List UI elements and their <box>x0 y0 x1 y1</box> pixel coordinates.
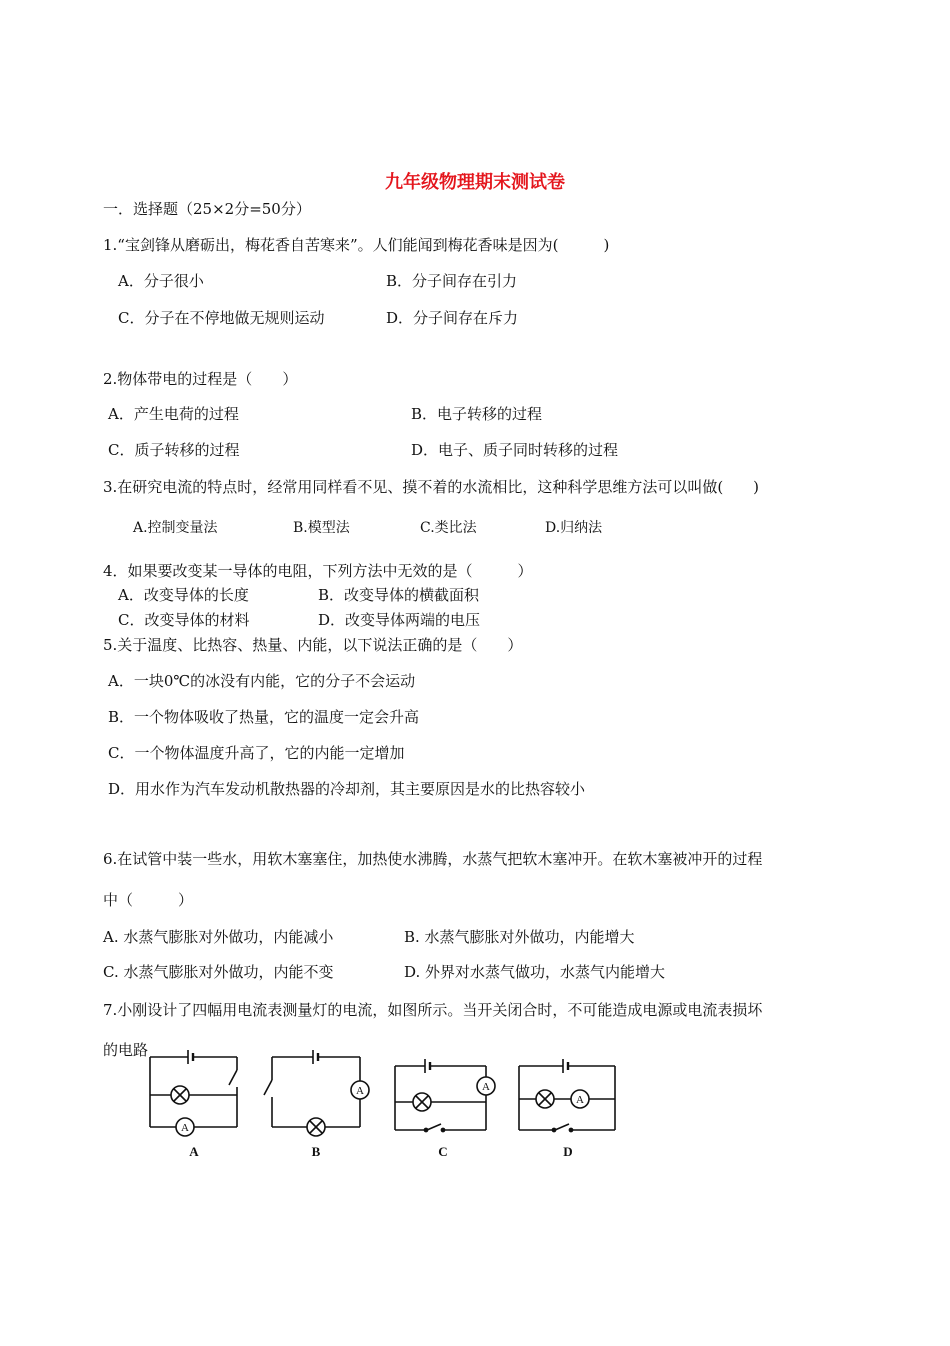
question-2-option-a: A．产生电荷的过程 <box>108 405 239 423</box>
question-6-stem-line-1: 6.在试管中装一些水，用软木塞塞住，加热使水沸腾，水蒸气把软木塞冲开。在软木塞被冲开的过程 <box>103 850 763 868</box>
question-2-option-c: C．质子转移的过程 <box>108 441 240 459</box>
question-5-option-d: D．用水作为汽车发动机散热器的冷却剂，其主要原因是水的比热容较小 <box>108 780 586 798</box>
question-5-option-a: A．一块0℃的冰没有内能，它的分子不会运动 <box>108 672 416 690</box>
question-4-option-c: C．改变导体的材料 <box>118 611 250 629</box>
svg-text:A: A <box>576 1094 584 1106</box>
circuit-label-d: D <box>563 1144 573 1159</box>
question-1-option-a: A．分子很小 <box>118 272 204 290</box>
question-6-stem-line-2: 中（ ） <box>103 891 194 909</box>
ammeter-icon <box>351 1081 369 1099</box>
question-1-option-d: D．分子间存在斥力 <box>386 309 519 327</box>
svg-text:A: A <box>356 1085 364 1097</box>
circuit-d <box>519 1059 615 1159</box>
question-5-option-b: B．一个物体吸收了热量，它的温度一定会升高 <box>108 708 420 726</box>
question-6-option-a: A. 水蒸气膨胀对外做功，内能减小 <box>103 928 334 946</box>
question-4-option-d: D．改变导体两端的电压 <box>318 611 481 629</box>
lamp-icon <box>307 1118 325 1136</box>
question-2-option-d: D．电子、质子同时转移的过程 <box>411 441 619 459</box>
circuit-label-a: A <box>189 1144 199 1159</box>
circuit-c <box>395 1059 495 1159</box>
ammeter-icon <box>477 1077 495 1095</box>
question-4-option-b: B．改变导体的横截面积 <box>318 586 480 604</box>
question-1-option-c: C．分子在不停地做无规则运动 <box>118 309 325 327</box>
question-3-stem: 3.在研究电流的特点时，经常用同样看不见、摸不着的水流相比，这种科学思维方法可以叫做( ) <box>103 478 760 496</box>
svg-text:A: A <box>181 1122 189 1134</box>
question-5-stem: 5.关于温度、比热容、热量、内能，以下说法正确的是（ ） <box>103 636 523 654</box>
circuit-b <box>264 1050 369 1159</box>
question-4-stem: 4．如果要改变某一导体的电阻，下列方法中无效的是（ ） <box>103 562 533 580</box>
question-3-option-d: D.归纳法 <box>545 520 603 536</box>
question-2-option-b: B．电子转移的过程 <box>411 405 543 423</box>
question-2-stem: 2.物体带电的过程是（ ） <box>103 370 298 388</box>
circuit-a <box>150 1050 237 1159</box>
question-7-stem-line-2: 的电路 <box>103 1041 149 1059</box>
page-title: 九年级物理期末测试卷 <box>385 172 565 193</box>
question-4-option-a: A．改变导体的长度 <box>118 586 249 604</box>
question-3-option-b: B.模型法 <box>293 520 350 536</box>
question-1-stem: 1.“宝剑锋从磨砺出，梅花香自苦寒来”。人们能闻到梅花香味是因为( ) <box>103 236 610 254</box>
lamp-icon <box>536 1090 554 1108</box>
switch-icon <box>229 1070 237 1085</box>
question-6-option-c: C. 水蒸气膨胀对外做功，内能不变 <box>103 963 334 981</box>
switch-icon <box>427 1124 441 1130</box>
question-6-option-d: D. 外界对水蒸气做功，水蒸气内能增大 <box>404 963 666 981</box>
circuit-label-c: C <box>438 1144 448 1159</box>
ammeter-icon <box>176 1118 194 1136</box>
question-5-option-c: C．一个物体温度升高了，它的内能一定增加 <box>108 744 405 762</box>
svg-text:A: A <box>482 1081 490 1093</box>
question-3-option-a: A.控制变量法 <box>133 520 218 536</box>
switch-icon <box>555 1124 569 1130</box>
ammeter-icon <box>571 1090 589 1108</box>
circuit-label-b: B <box>311 1144 321 1159</box>
lamp-icon <box>413 1093 431 1111</box>
section-heading: 一．选择题（25×2分=50分） <box>103 200 311 218</box>
question-3-option-c: C.类比法 <box>420 520 477 536</box>
question-6-option-b: B. 水蒸气膨胀对外做功，内能增大 <box>404 928 635 946</box>
lamp-icon <box>171 1086 189 1104</box>
question-7-stem-line-1: 7.小刚设计了四幅用电流表测量灯的电流，如图所示。当开关闭合时，不可能造成电源或电流表损坏 <box>103 1001 763 1019</box>
question-1-option-b: B．分子间存在引力 <box>386 272 518 290</box>
switch-icon <box>264 1080 272 1095</box>
